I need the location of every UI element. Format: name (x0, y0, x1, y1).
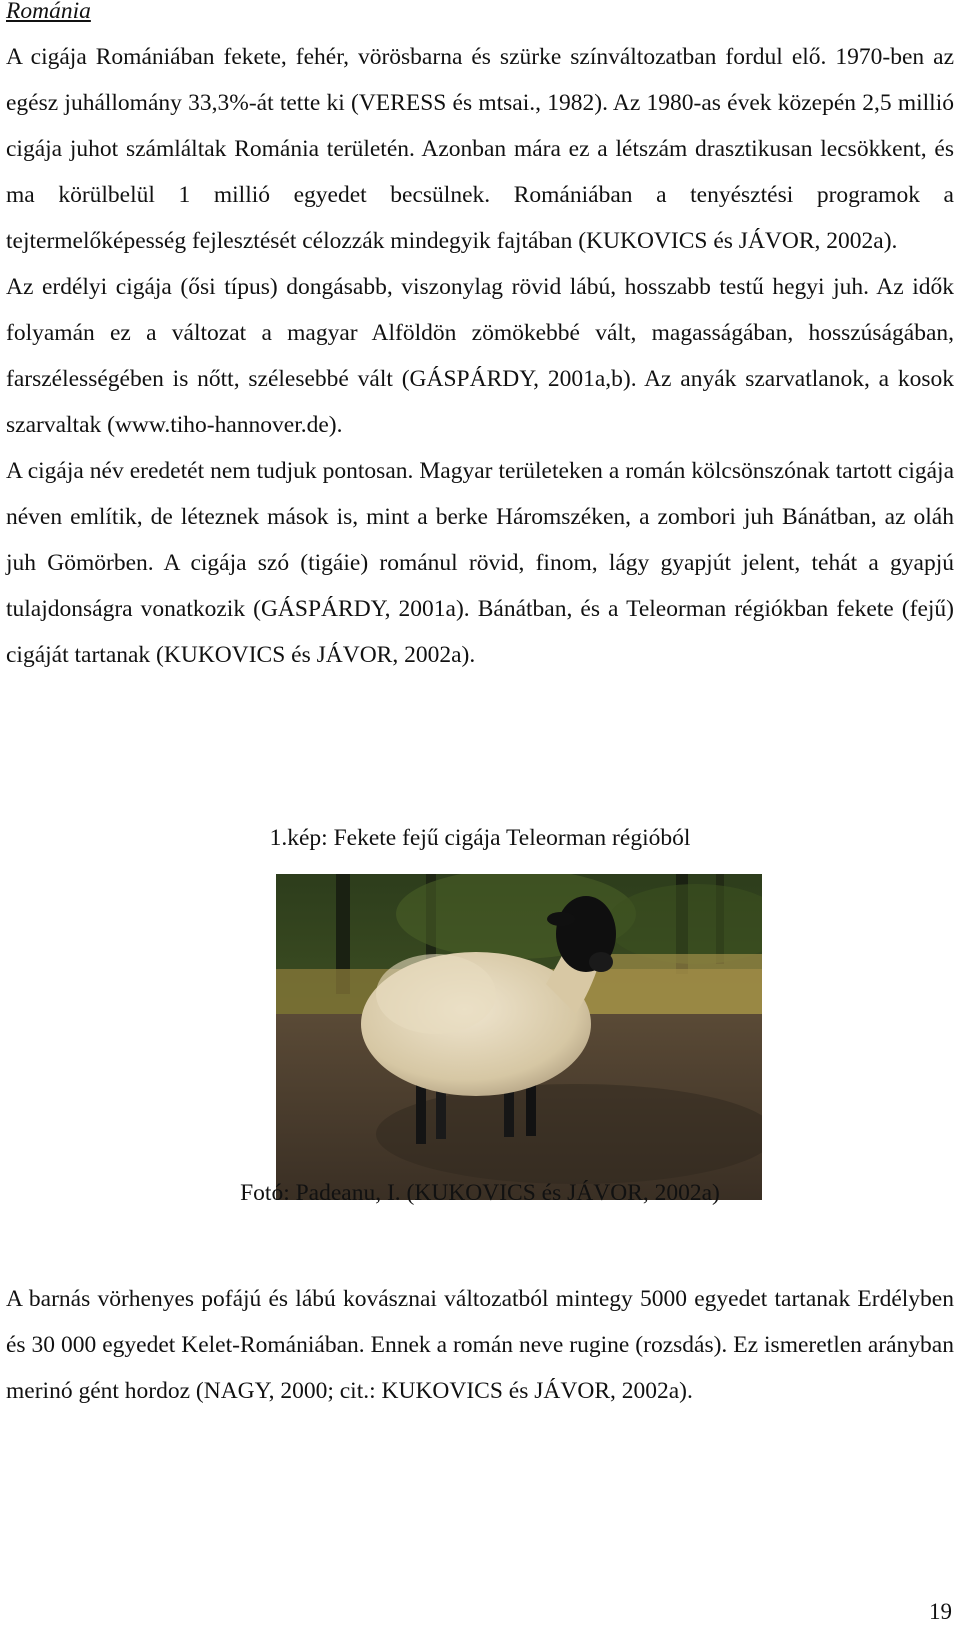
page-number: 19 (929, 1599, 952, 1624)
figure-caption: 1.kép: Fekete fejű cigája Teleorman régióból (269, 825, 691, 851)
sheep-photo-illustration (276, 874, 762, 1200)
photo-credit: Fotó: Padeanu, I. (KUKOVICS és JÁVOR, 2002a) (240, 1180, 720, 1206)
body-text-top (6, 34, 954, 678)
paragraph-2: Az erdélyi cigája (ősi típus) dongásabb, viszonylag rövid lábú, hosszabb testű hegyi juh. Az idők folyamán ez a változat a magyar Alföldön zömökebbé vált, magasságában, hosszúságában, farszélességében is nőtt, szélesebbé vált (GÁSPÁRDY, 2001a,b). Az anyák szarvatlanok, a kosok szarvaltak (www.tiho-hannover.de). (6, 274, 954, 438)
paragraph-4: A barnás vörhenyes pofájú és lábú kovásznai változatból mintegy 5000 egyedet tartanak Erdélyben és 30 000 egyedet Kelet-Romániában. Ennek a román neve rugine (rozsdás). Ez ismeretlen arányban merinó gént hordoz (NAGY, 2000; cit.: KUKOVICS és JÁVOR, 2002a). (6, 1286, 954, 1404)
sheep-photo (276, 874, 762, 1200)
body-text-bottom (6, 1276, 954, 1414)
section-heading: Románia (6, 0, 91, 24)
paragraph-3: A cigája név eredetét nem tudjuk pontosan. Magyar területeken a román kölcsönszónak tartott cigája néven említik, de léteznek mások is, mint a berke Háromszéken, a zombori juh Bánátban, az oláh juh Gömörben. A cigája szó (tigáie) románul rövid, finom, lágy gyapjút jelent, tehát a gyapjú tulajdonságra vonatkozik (GÁSPÁRDY, 2001a). Bánátban, és a Teleorman régiókban fekete (fejű) cigáját tartanak (KUKOVICS és JÁVOR, 2002a). (6, 458, 954, 668)
paragraph-1: A cigája Romániában fekete, fehér, vörösbarna és szürke színváltozatban fordul elő. 1970-ben az egész juhállomány 33,3%-át tette ki (VERESS és mtsai., 1982). Az 1980-as évek közepén 2,5 millió cigája juhot számláltak Románia területén. Azonban mára ez a létszám drasztikusan lecsökkent, és ma körülbelül 1 millió egyedet becsülnek. Romániában a tenyésztési programok a tejtermelőképesség fejlesztését célozzák mindegyik fajtában (KUKOVICS és JÁVOR, 2002a). (6, 44, 954, 254)
